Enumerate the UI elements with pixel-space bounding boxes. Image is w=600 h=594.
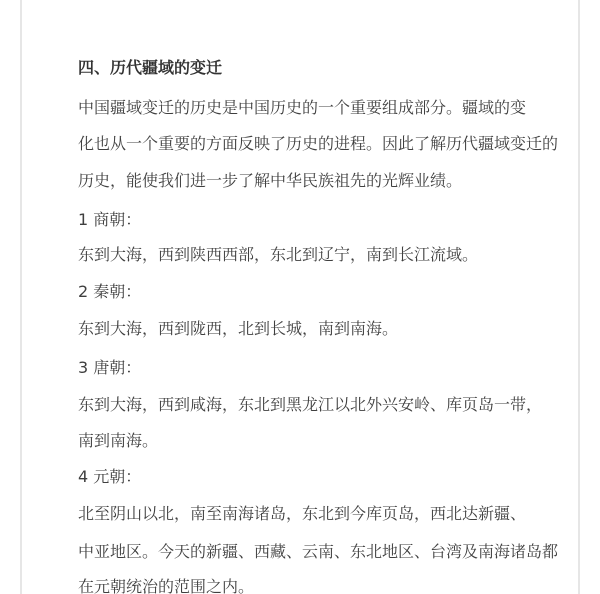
dynasty-text-tang: 东到大海，西到咸海，东北到黑龙江以北外兴安岭、库页岛一带，	[78, 395, 543, 414]
dynasty-heading-qin: 2 秦朝：	[78, 282, 142, 301]
dynasty-text-yuan: 中亚地区。今天的新疆、西藏、云南、东北地区、台湾及南海诸岛都	[78, 542, 559, 561]
intro-line: 历史，能使我们进一步了解中华民族祖先的光辉业绩。	[78, 171, 463, 190]
dynasty-heading-yuan: 4 元朝：	[78, 467, 142, 486]
dynasty-text-yuan: 北至阴山以北，南至南海诸岛，东北到今库页岛，西北达新疆、	[78, 504, 527, 523]
dynasty-heading-shang: 1 商朝：	[78, 210, 142, 229]
page-border-left	[20, 0, 22, 594]
page-border-right	[578, 0, 580, 594]
dynasty-text-tang: 南到南海。	[78, 431, 159, 450]
dynasty-text-qin: 东到大海，西到陇西，北到长城，南到南海。	[78, 319, 399, 338]
section-title: 四、历代疆域的变迁	[78, 58, 223, 77]
intro-line: 中国疆域变迁的历史是中国历史的一个重要组成部分。疆域的变	[78, 98, 527, 117]
dynasty-text-yuan: 在元朝统治的范围之内。	[78, 577, 255, 594]
dynasty-heading-tang: 3 唐朝：	[78, 358, 142, 377]
dynasty-text-shang: 东到大海，西到陕西西部，东北到辽宁，南到长江流域。	[78, 245, 479, 264]
intro-line: 化也从一个重要的方面反映了历史的进程。因此了解历代疆域变迁的	[78, 134, 559, 153]
